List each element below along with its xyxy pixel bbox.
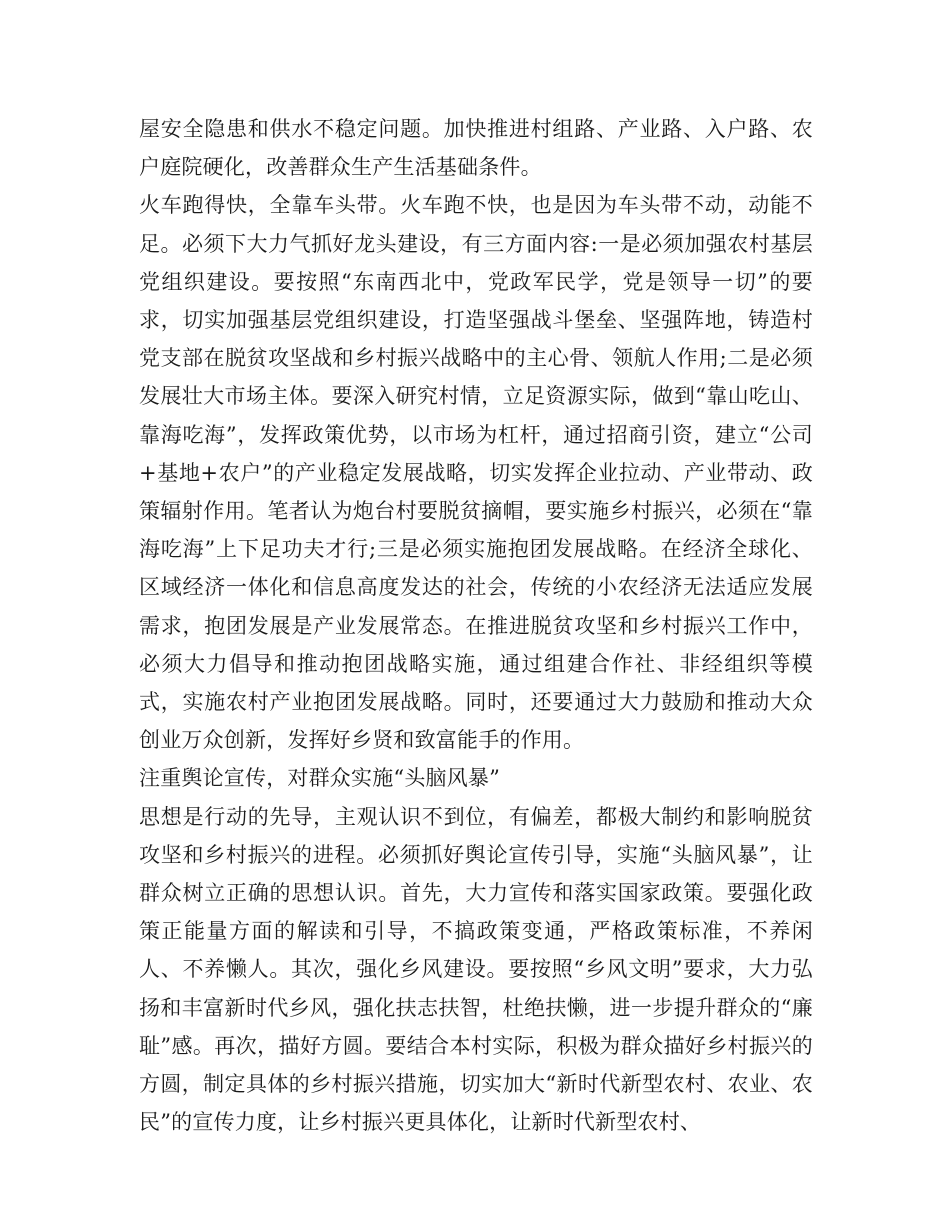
document-body	[139, 110, 813, 1141]
paragraph-infrastructure: 屋安全隐患和供水不稳定问题。加快推进村组路、产业路、入户路、农户庭院硬化，改善群众生产生活基础条件。	[139, 117, 813, 180]
paragraph-publicity: 思想是行动的先导，主观认识不到位，有偏差，都极大制约和影响脱贫攻坚和乡村振兴的进程。必须抓好舆论宣传引导，实施“头脑风暴”，让群众树立正确的思想认识。首先，大力宣传和落实国家政策。要强化政策正能量方面的解读和引导，不搞政策变通，严格政策标准，不养闲人、不养懒人。其次，强化乡风建设。要按照“乡风文明”要求，大力弘扬和丰富新时代乡风，强化扶志扶智，杜绝扶懒，进一步提升群众的“廉耻”感。再次，描好方圆。要结合本村实际，积极为群众描好乡村振兴的方圆，制定具体的乡村振兴措施，切实加大“新时代新型农村、农业、农民”的宣传力度，让乡村振兴更具体化，让新时代新型农村、	[139, 804, 813, 1135]
paragraph-leading-construction: 火车跑得快，全靠车头带。火车跑不快，也是因为车头带不动，动能不足。必须下大力气抓好龙头建设，有三方面内容:一是必须加强农村基层党组织建设。要按照“东南西北中，党政军民学，党是领导一切”的要求，切实加强基层党组织建设，打造坚强战斗堡垒、坚强阵地，铸造村党支部在脱贫攻坚战和乡村振兴战略中的主心骨、领航人作用;二是必须发展壮大市场主体。要深入研究村情，立足资源实际，做到“靠山吃山、靠海吃海”，发挥政策优势，以市场为杠杆，通过招商引资，建立“公司+基地+农户”的产业稳定发展战略，切实发挥企业拉动、产业带动、政策辐射作用。笔者认为炮台村要脱贫摘帽，要实施乡村振兴，必须在“靠海吃海”上下足功夫才行;三是必须实施抱团发展战略。在经济全球化、区域经济一体化和信息高度发达的社会，传统的小农经济无法适应发展需求，抱团发展是产业发展常态。在推进脱贫攻坚和乡村振兴工作中，必须大力倡导和推动抱团战略实施，通过组建合作社、非经组织等模式，实施农村产业抱团发展战略。同时，还要通过大力鼓励和推动大众创业万众创新，发挥好乡贤和致富能手的作用。	[139, 193, 813, 753]
section-heading-publicity: 注重舆论宣传，对群众实施“头脑风暴”	[139, 766, 501, 791]
